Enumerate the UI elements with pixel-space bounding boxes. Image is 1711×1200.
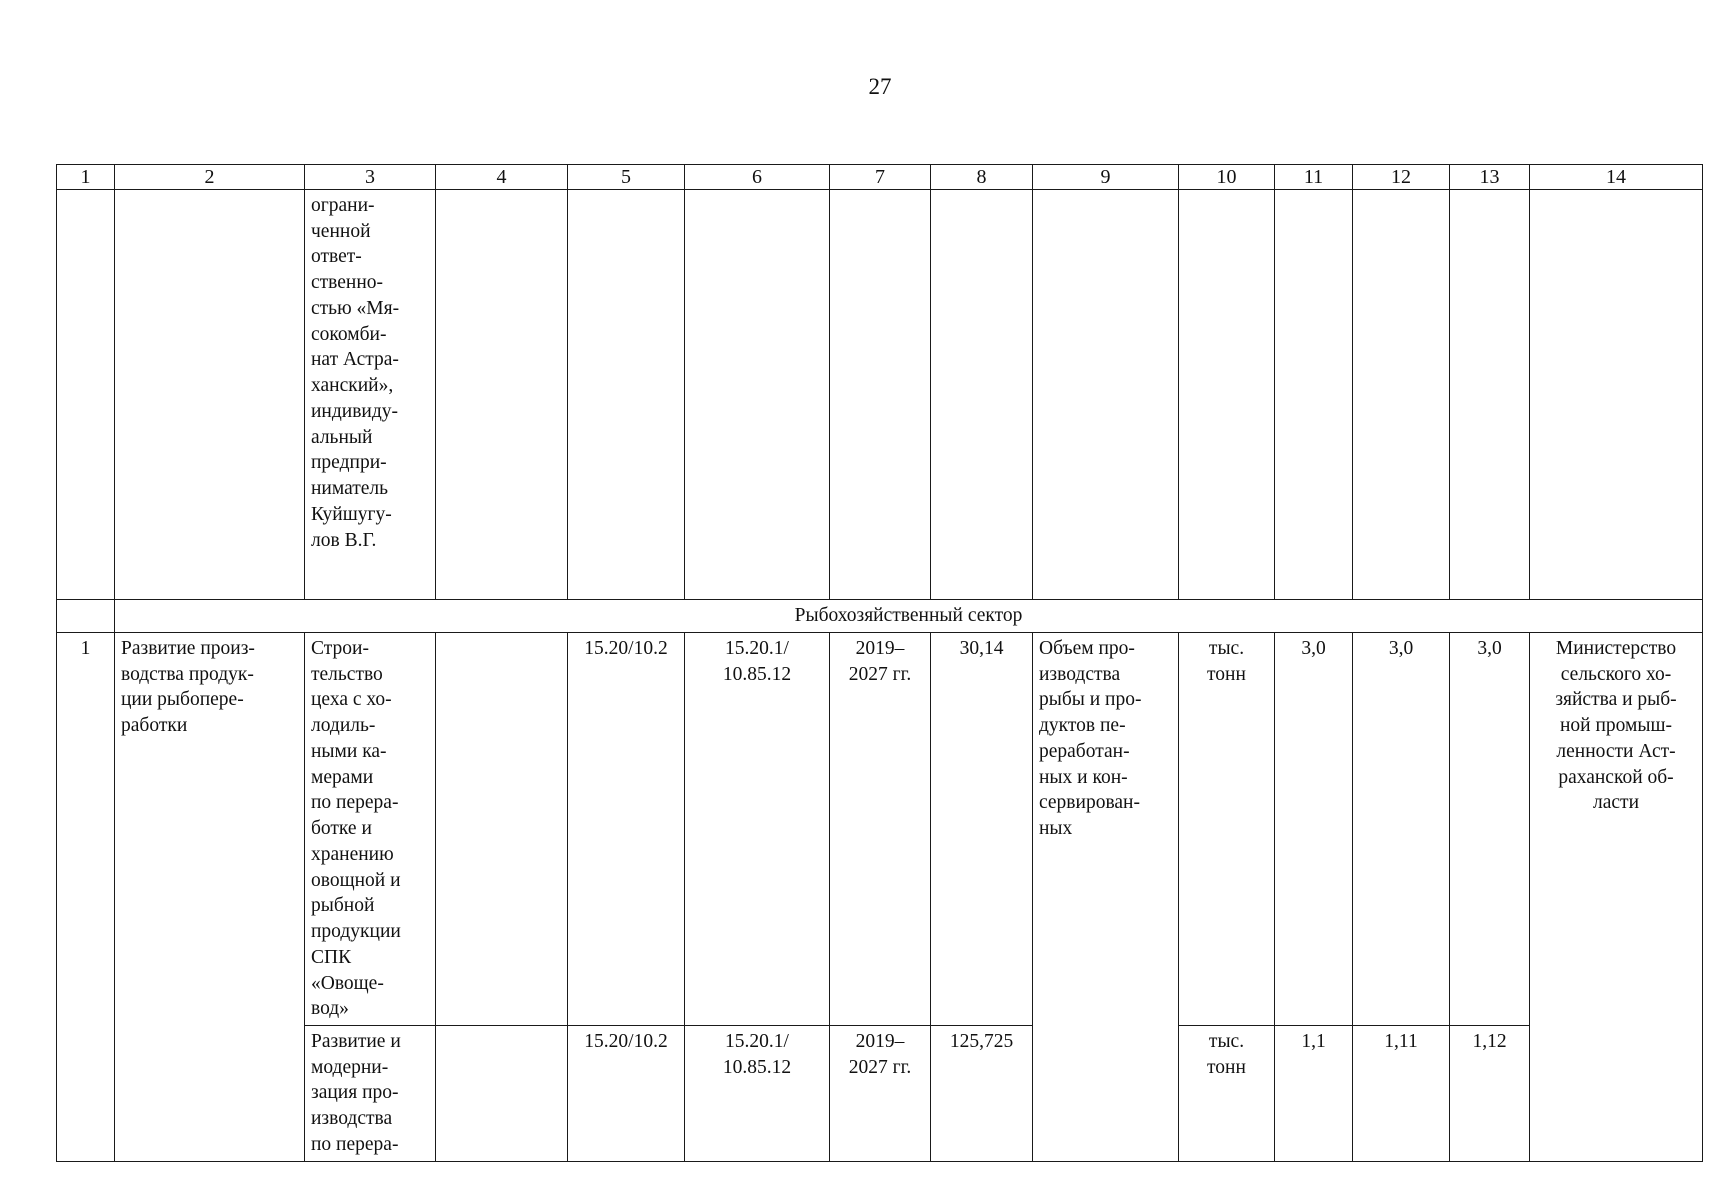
column-number-row <box>57 165 1703 190</box>
column-number: 2 <box>115 165 305 190</box>
cell-value: 3,0 <box>1450 633 1530 1026</box>
cell-amount: 125,725 <box>931 1026 1033 1162</box>
cell <box>568 190 685 600</box>
cell <box>1275 190 1353 600</box>
column-number: 13 <box>1450 165 1530 190</box>
column-number: 14 <box>1530 165 1703 190</box>
cell-amount: 30,14 <box>931 633 1033 1026</box>
cell-responsible: Министерство сельского хо- зяйства и рыб- ной промыш- ленности Аст- раханской об- ласти <box>1530 633 1703 1162</box>
cell-project: Развитие и модерни- зация про- изводства по перера- <box>305 1026 436 1162</box>
table-row <box>57 633 1703 1026</box>
cell <box>57 600 115 633</box>
cell-value: 1,11 <box>1353 1026 1450 1162</box>
cell <box>1179 190 1275 600</box>
cell <box>1450 190 1530 600</box>
column-number: 12 <box>1353 165 1450 190</box>
cell <box>1033 190 1179 600</box>
column-number: 8 <box>931 165 1033 190</box>
cell <box>1353 190 1450 600</box>
cell <box>931 190 1033 600</box>
table-row-continued <box>57 190 1703 600</box>
cell-okpd: 15.20.1/ 10.85.12 <box>685 1026 830 1162</box>
column-number: 3 <box>305 165 436 190</box>
cell <box>1530 190 1703 600</box>
cell-okved: 15.20/10.2 <box>568 633 685 1026</box>
column-number: 11 <box>1275 165 1353 190</box>
column-number: 6 <box>685 165 830 190</box>
cell-period: 2019– 2027 гг. <box>830 633 931 1026</box>
column-number: 9 <box>1033 165 1179 190</box>
cell <box>830 190 931 600</box>
column-number: 10 <box>1179 165 1275 190</box>
cell-indicator: Объем про- изводства рыбы и про- дуктов пе- реработан- ных и кон- сервирован- ных <box>1033 633 1179 1162</box>
data-table <box>56 164 1703 1162</box>
cell-direction: Развитие произ- водства продук- ции рыбопере- работки <box>115 633 305 1162</box>
cell <box>57 190 115 600</box>
section-title: Рыбохозяйственный сектор <box>115 600 1703 633</box>
cell-okved: 15.20/10.2 <box>568 1026 685 1162</box>
row-number: 1 <box>57 633 115 1162</box>
page-number: 27 <box>868 74 892 99</box>
cell-value: 1,1 <box>1275 1026 1353 1162</box>
cell-value: 1,12 <box>1450 1026 1530 1162</box>
cell-okpd: 15.20.1/ 10.85.12 <box>685 633 830 1026</box>
cell-value: 3,0 <box>1353 633 1450 1026</box>
cell-unit: тыс. тонн <box>1179 1026 1275 1162</box>
column-number: 4 <box>436 165 568 190</box>
cell <box>685 190 830 600</box>
section-row <box>57 600 1703 633</box>
cell-period: 2019– 2027 гг. <box>830 1026 931 1162</box>
cell <box>436 1026 568 1162</box>
column-number: 7 <box>830 165 931 190</box>
cell-project: Строи- тельство цеха с хо- лодиль- ными ка- мерами по перера- ботке и хранению овощной и рыбной продукции СПК «Овоще- вод» <box>305 633 436 1026</box>
cell-value: 3,0 <box>1275 633 1353 1026</box>
column-number: 5 <box>568 165 685 190</box>
cell <box>436 190 568 600</box>
cell-executor-continued: ограни- ченной ответ- ственно- стью «Мя- сокомби- нат Астра- ханский», индивиду- альный предпри- ниматель Куйшугу- лов В.Г. <box>305 190 436 600</box>
cell-unit: тыс. тонн <box>1179 633 1275 1026</box>
cell <box>115 190 305 600</box>
column-number: 1 <box>57 165 115 190</box>
cell <box>436 633 568 1026</box>
